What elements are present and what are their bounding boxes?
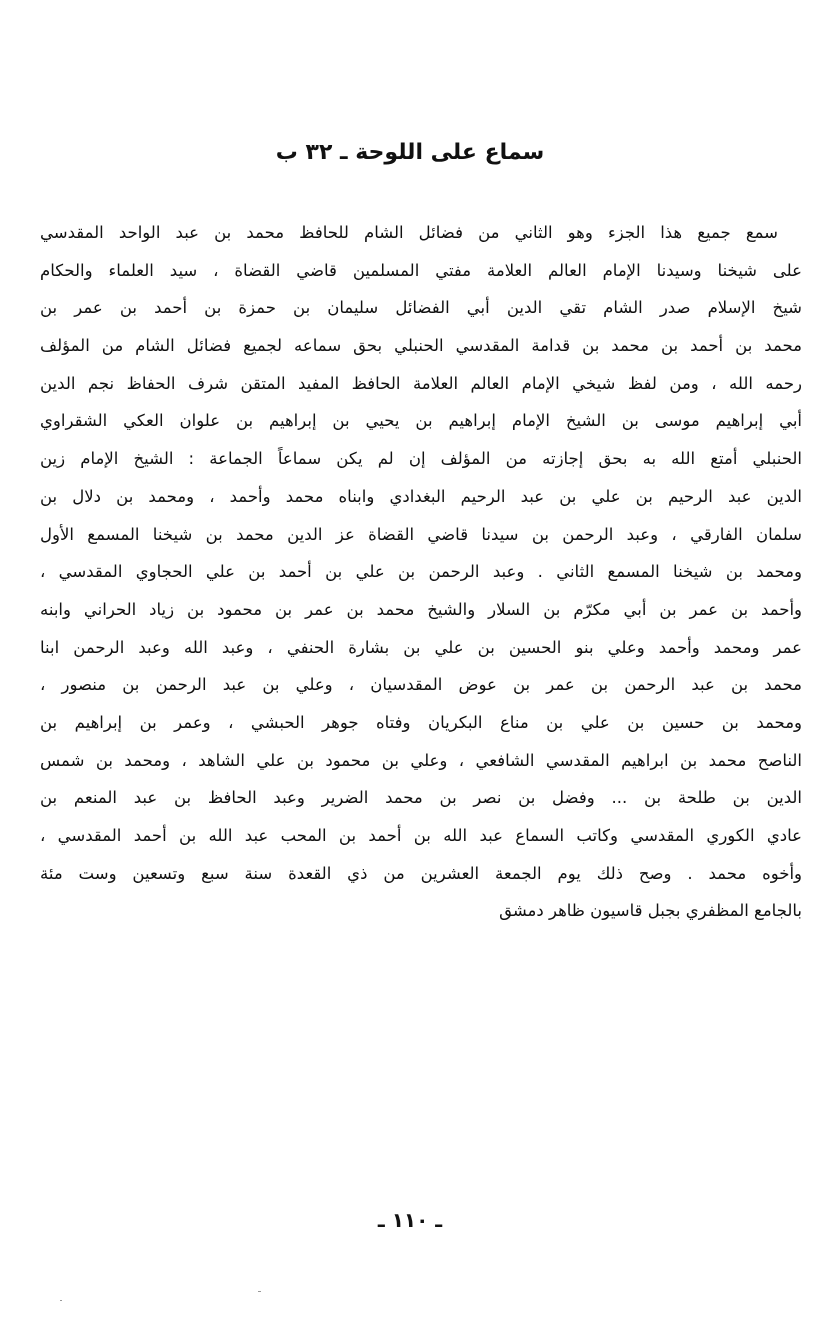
page-number: ـ ١١٠ ـ (377, 1208, 443, 1232)
text-line: الحنبلي أمتع الله به بحق إجازته من المؤلف إن لم يكن سماعاً الجماعة : الشيخ الإمام زين (40, 449, 802, 469)
text-line: الدين عبد الرحيم بن علي بن عبد الرحيم البغدادي وابناه محمد وأحمد ، ومحمد بن دلال بن (40, 486, 802, 506)
text-line: عادي الكوري المقدسي وكاتب السماع عبد الله بن أحمد بن المحب عبد الله بن أحمد المقدسي ، (40, 826, 802, 845)
text-line: عمر ومحمد وأحمد وعلي بنو الحسين بن علي بن بشارة الحنفي ، وعبد الله وعبد الرحمن ابنا (40, 637, 802, 657)
text-line: محمد بن عبد الرحمن بن عمر بن عوض المقدسيان ، وعلي بن عبد الرحمن بن منصور ، (40, 675, 802, 695)
text-line: ومحمد بن حسين بن علي بن مناع البكريان وفتاه جوهر الحبشي ، وعمر بن إبراهيم بن (40, 712, 802, 732)
text-line: شيخ الإسلام صدر الشام تقي الدين أبي الفضائل سليمان بن حمزة بن أحمد بن عمر بن (40, 298, 802, 318)
document-body (40, 214, 802, 930)
text-line: بالجامع المظفري بجبل قاسيون ظاهر دمشق (499, 901, 802, 921)
text-line: الدين بن طلحة بن ... وفضل بن نصر بن محمد الضرير وعبد الحافظ بن عبد المنعم بن (40, 788, 802, 808)
text-line: محمد بن أحمد بن محمد بن قدامة المقدسي الحنبلي بحق سماعه لجميع فضائل الشام من المؤلف (40, 336, 802, 356)
text-line: سلمان الفارقي ، وعبد الرحمن بن سيدنا قاضي القضاة عز الدين محمد بن شيخنا المسمع الأول (40, 524, 802, 544)
text-line: الناصح محمد بن ابراهيم المقدسي الشافعي ، وعلي بن محمود بن علي الشاهد ، ومحمد بن شمس (40, 750, 802, 770)
text-line: ومحمد بن شيخنا المسمع الثاني . وعبد الرحمن بن علي بن أحمد بن علي الحجاوي المقدسي ، (40, 562, 802, 582)
page-title: سماع على اللوحة ـ ٣٢ ب (275, 140, 545, 165)
scan-speck (258, 1291, 261, 1292)
text-line: أبي إبراهيم موسى بن الشيخ الإمام إبراهيم بن يحيي بن إبراهيم بن علوان العكي الشقراوي (40, 411, 802, 431)
scan-speck (60, 1300, 62, 1301)
text-line: وأحمد بن عمر بن أبي مكرّم بن السلار والشيخ محمد بن عمر بن محمود بن زياد الحراني وابنه (40, 599, 802, 619)
text-line: وأخوه محمد . وصح ذلك يوم الجمعة العشرين من ذي القعدة سنة سبع وتسعين وست مئة (40, 863, 802, 883)
text-line: على شيخنا وسيدنا الإمام العالم العلامة مفتي المسلمين قاضي القضاة ، سيد العلماء والحكام (40, 260, 802, 280)
text-line: رحمه الله ، ومن لفظ شيخي الإمام العالم العلامة الحافظ المفيد المتقن شرف الحفاظ نجم الدين (40, 373, 802, 393)
text-line: سمع جميع هذا الجزء وهو الثاني من فضائل الشام للحافظ محمد بن عبد الواحد المقدسي (40, 223, 778, 242)
